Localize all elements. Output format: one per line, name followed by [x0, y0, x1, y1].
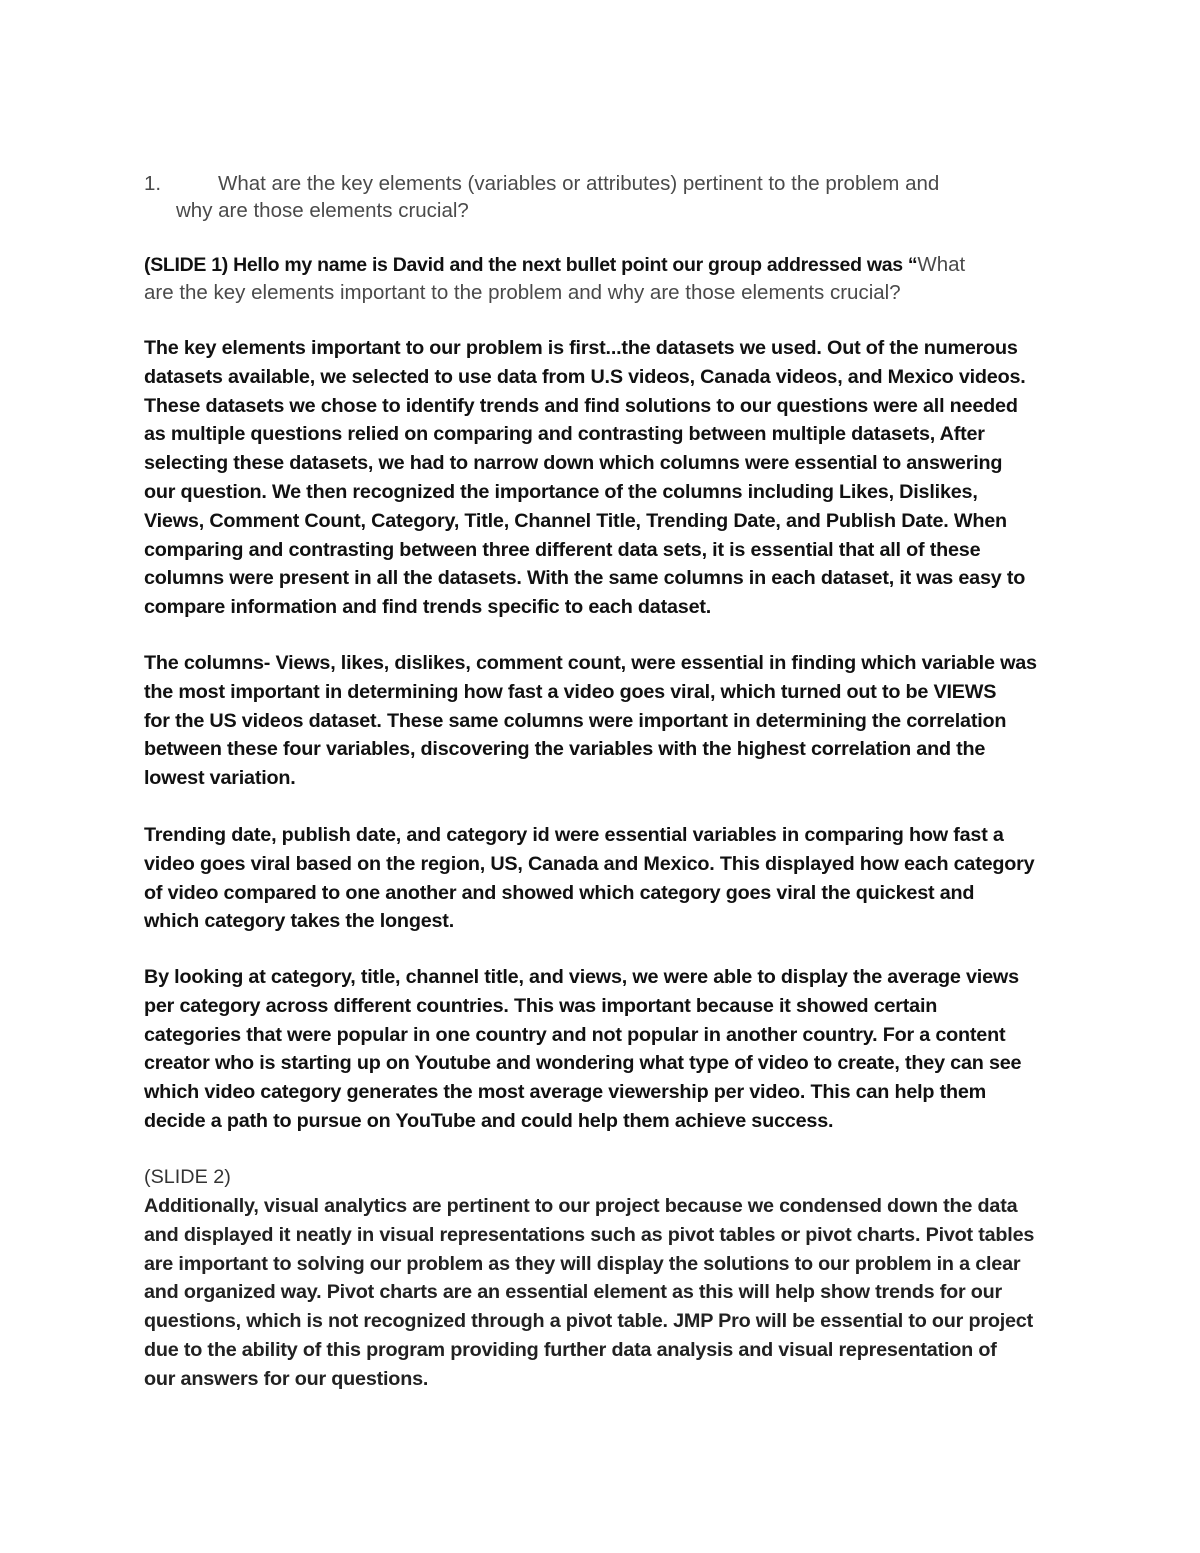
paragraph-line: our answers for our questions. — [144, 1367, 429, 1390]
paragraph-line: our question. We then recognized the importance of the columns including Likes, Dislikes, — [144, 480, 978, 503]
paragraph-trending-date — [144, 821, 1074, 936]
paragraph-line: for the US videos dataset. These same columns were important in determining the correlation — [144, 709, 1007, 732]
slide1-plain-line-1: What — [917, 253, 966, 276]
paragraph-line: creator who is starting up on Youtube and wondering what type of video to create, they can see — [144, 1052, 1022, 1075]
paragraph-line: questions, which is not recognized through a pivot table. JMP Pro will be essential to our project — [144, 1310, 1033, 1333]
slide1-intro — [144, 251, 1084, 307]
paragraph-line: lowest variation. — [144, 767, 296, 790]
paragraph-line: Additionally, visual analytics are pertinent to our project because we condensed down the data — [144, 1195, 1018, 1217]
paragraph-line: datasets available, we selected to use data from U.S videos, Canada videos, and Mexico videos. — [144, 365, 1026, 388]
paragraph-line: columns were present in all the datasets. With the same columns in each dataset, it was easy to — [144, 567, 1026, 590]
paragraph-line: per category across different countries. This was important because it showed certain — [144, 994, 938, 1017]
slide2-label: (SLIDE 2) — [144, 1166, 231, 1188]
paragraph-line: due to the ability of this program providing further data analysis and visual representation of — [144, 1338, 997, 1361]
paragraph-line: which video category generates the most average viewership per video. This can help them — [144, 1081, 987, 1104]
question-heading — [144, 170, 1084, 224]
paragraph-visual-analytics — [144, 1192, 1074, 1394]
paragraph-line: and organized way. Pivot charts are an essential element as this will help show trends for our — [144, 1281, 1003, 1304]
paragraph-line: decide a path to pursue on YouTube and could help them achieve success. — [144, 1109, 834, 1132]
paragraph-line: between these four variables, discovering the variables with the highest correlation and the — [144, 738, 986, 761]
slide1-plain-line-2: are the key elements important to the problem and why are those elements crucial? — [144, 281, 901, 304]
slide1-bold-text: (SLIDE 1) Hello my name is David and the next bullet point our group addressed was “ — [144, 254, 918, 276]
paragraph-line: and displayed it neatly in visual representations such as pivot tables or pivot charts. Pivot tables — [144, 1223, 1035, 1246]
paragraph-line: as multiple questions relied on comparing and contrasting between multiple datasets, After — [144, 423, 985, 446]
paragraph-line: categories that were popular in one country and not popular in another country. For a content — [144, 1023, 1006, 1046]
question-line-2: why are those elements crucial? — [176, 199, 469, 222]
paragraph-line: Trending date, publish date, and category id were essential variables in comparing how fast a — [144, 824, 1004, 846]
paragraph-line: The key elements important to our problem is first...the datasets we used. Out of the numerous — [144, 337, 1018, 359]
paragraph-line: These datasets we chose to identify trends and find solutions to our questions were all needed — [144, 394, 1018, 417]
paragraph-columns — [144, 649, 1074, 793]
paragraph-line: video goes viral based on the region, US, Canada and Mexico. This displayed how each category — [144, 852, 1035, 875]
paragraph-key-elements — [144, 334, 1074, 622]
paragraph-line: By looking at category, title, channel title, and views, we were able to display the average views — [144, 966, 1019, 988]
paragraph-line: comparing and contrasting between three different data sets, it is essential that all of these — [144, 538, 981, 561]
question-number: 1. — [144, 172, 162, 195]
paragraph-line: selecting these datasets, we had to narrow down which columns were essential to answering — [144, 452, 1003, 475]
paragraph-line: compare information and find trends specific to each dataset. — [144, 596, 712, 619]
paragraph-line: are important to solving our problem as they will display the solutions to our problem in a clear — [144, 1252, 1021, 1275]
paragraph-category-views — [144, 963, 1074, 1136]
paragraph-line: the most important in determining how fast a video goes viral, which turned out to be VIEWS — [144, 680, 997, 703]
paragraph-line: of video compared to one another and showed which category goes viral the quickest and — [144, 881, 975, 904]
paragraph-line: The columns- Views, likes, dislikes, comment count, were essential in finding which variable was — [144, 652, 1037, 674]
paragraph-line: which category takes the longest. — [144, 910, 454, 933]
question-line-1: What are the key elements (variables or attributes) pertinent to the problem and — [218, 172, 940, 195]
paragraph-line: Views, Comment Count, Category, Title, Channel Title, Trending Date, and Publish Date. When — [144, 509, 1007, 532]
